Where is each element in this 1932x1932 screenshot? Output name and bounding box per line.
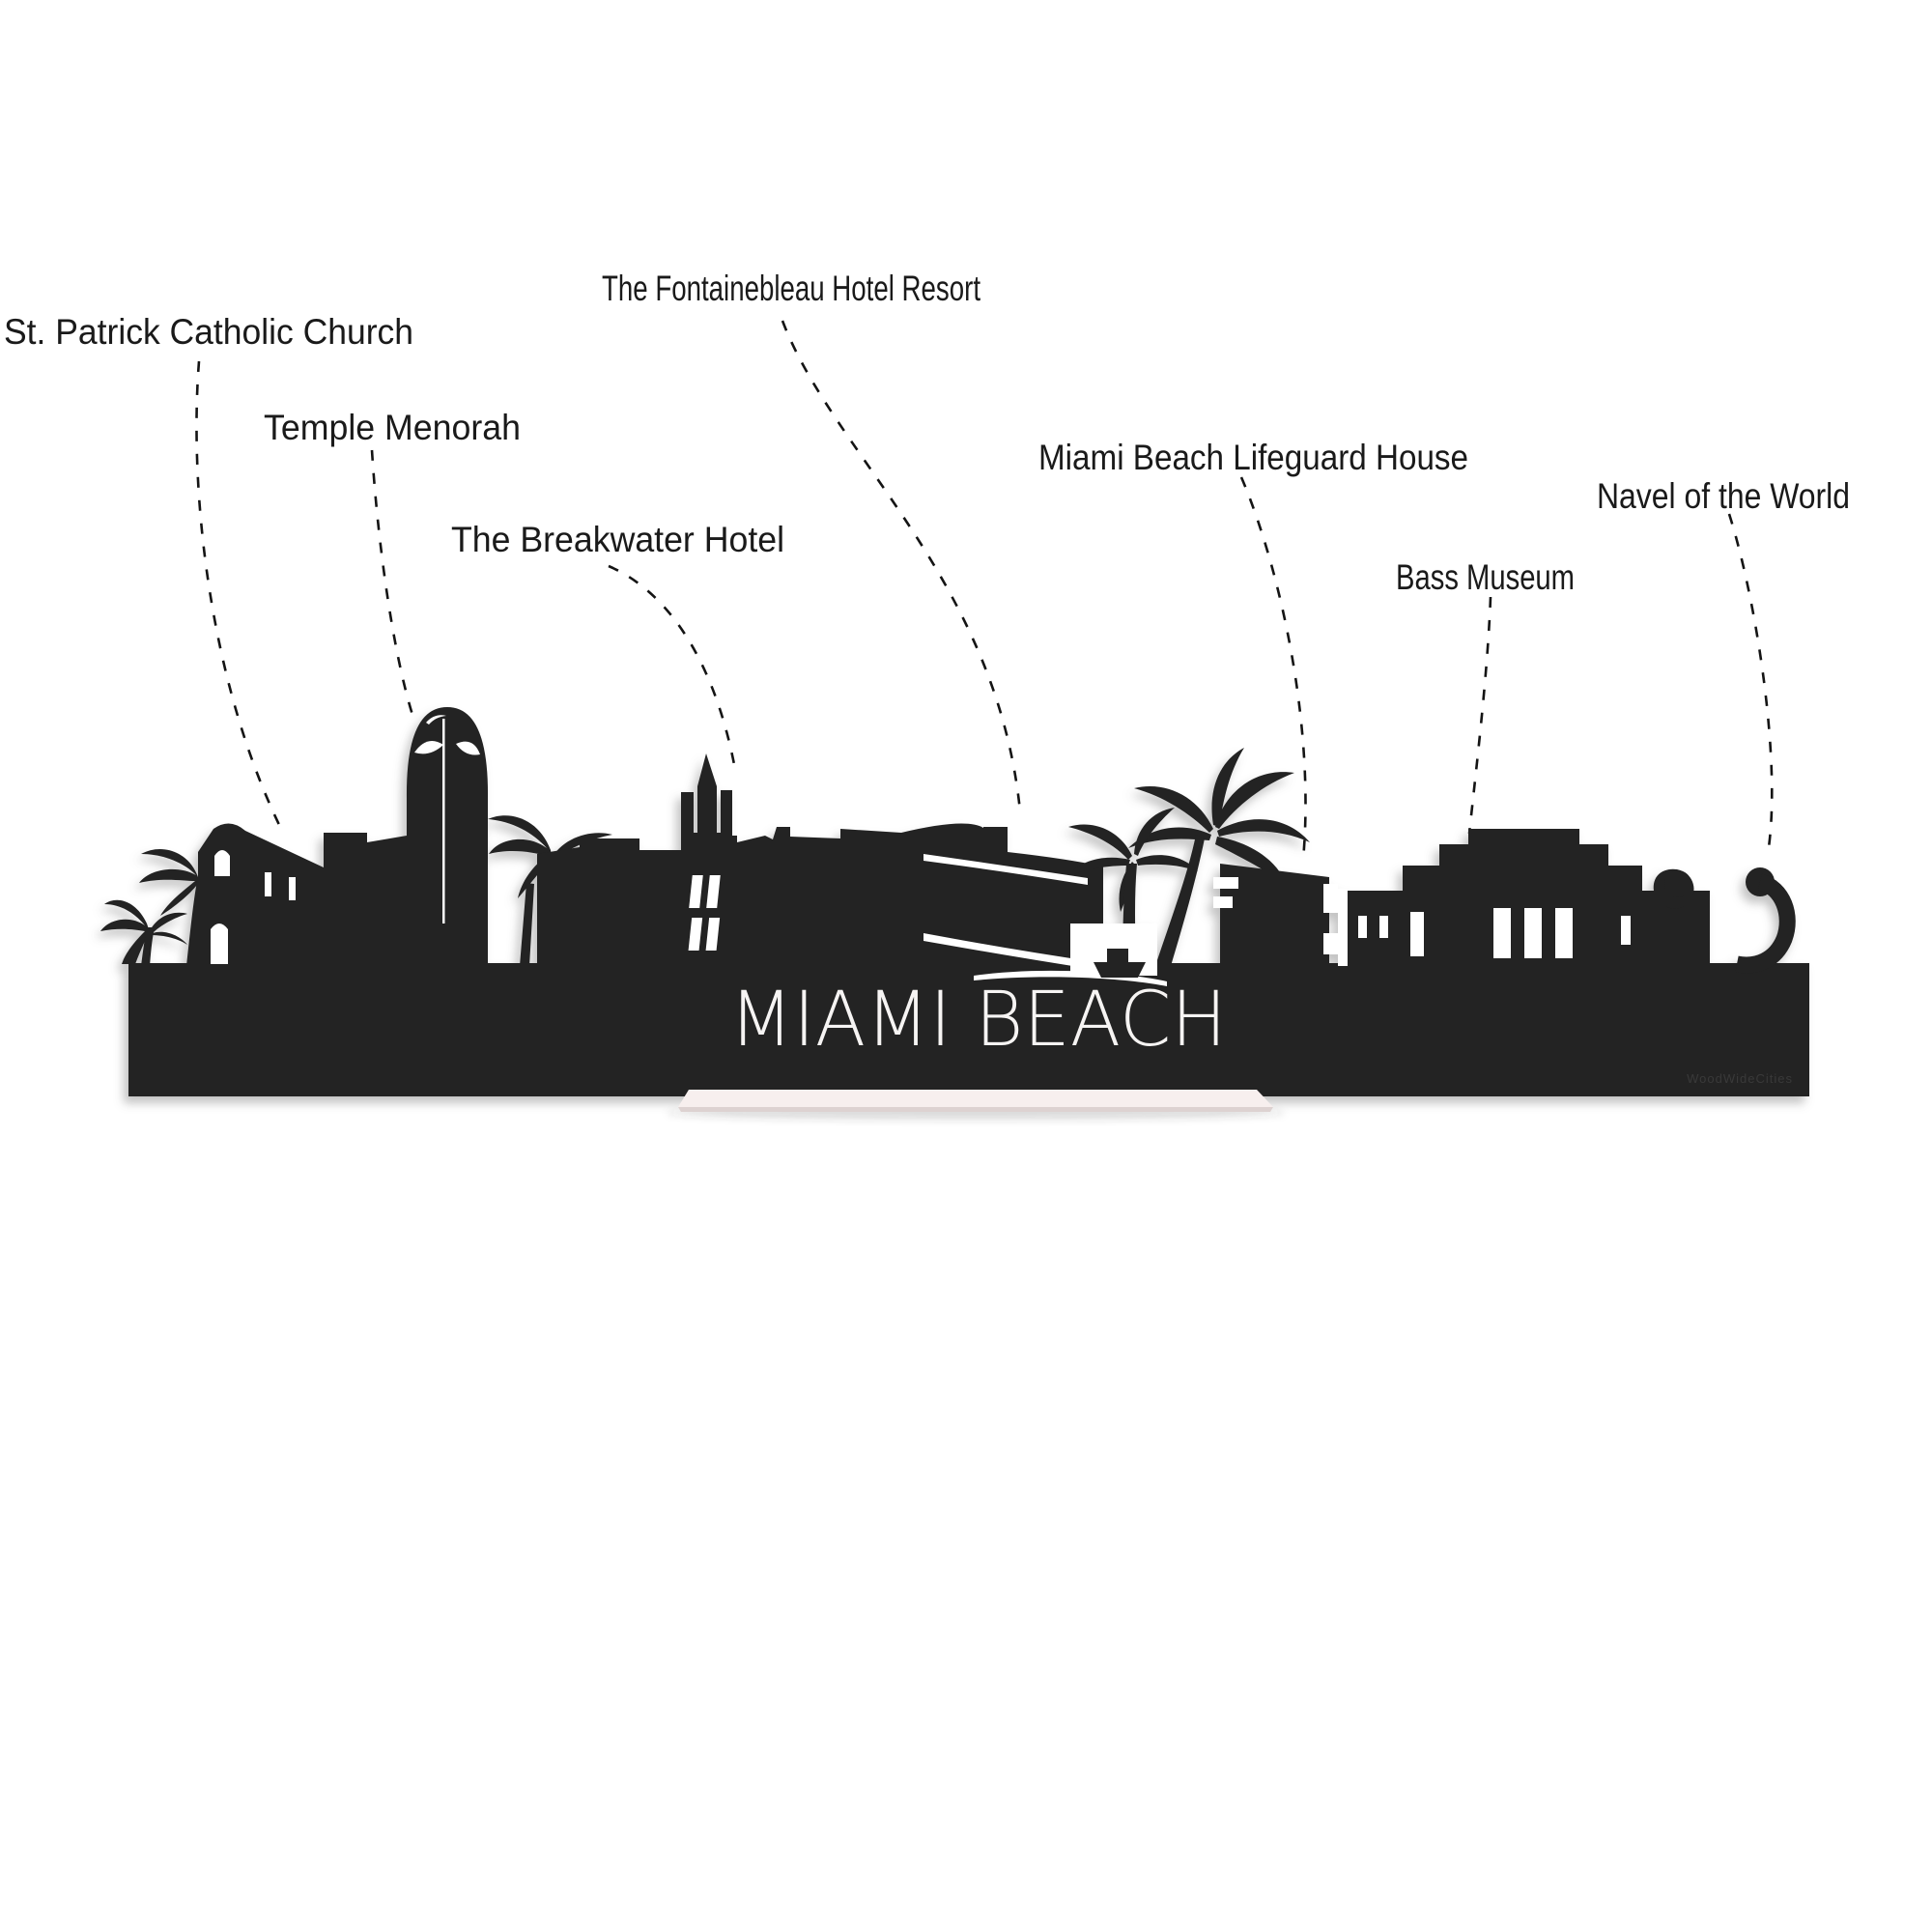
mid-building-row xyxy=(737,827,901,966)
lifeguard-notch-1 xyxy=(1323,884,1338,913)
watermark: WoodWideCities xyxy=(1687,1071,1793,1086)
mid-left-building xyxy=(537,838,682,966)
leader-line-temple-menorah xyxy=(372,450,412,715)
museum-side-slit-left xyxy=(1410,912,1424,956)
label-st-patrick-catholic-church: St. Patrick Catholic Church xyxy=(4,312,413,352)
temple-menorah-shape xyxy=(407,707,488,966)
museum-column-gap-2 xyxy=(1524,908,1542,958)
display-stand xyxy=(678,1090,1273,1112)
lifeguard-notch-2 xyxy=(1323,933,1340,954)
skyline-title: MIAMI BEACH xyxy=(729,977,1227,1064)
menorah-hairline xyxy=(442,719,445,923)
museum-column-gap-3 xyxy=(1555,908,1573,958)
f-cutout-upper xyxy=(1213,877,1238,889)
leader-line-lifeguard xyxy=(1241,477,1306,860)
church-arch-window xyxy=(214,850,230,876)
leader-line-navel xyxy=(1729,514,1772,854)
wall-slit-2 xyxy=(1379,916,1388,938)
label-breakwater-hotel: The Breakwater Hotel xyxy=(451,520,784,559)
museum-column-gap-1 xyxy=(1493,908,1511,958)
label-miami-beach-lifeguard-house: Miami Beach Lifeguard House xyxy=(1038,438,1468,477)
stand-top xyxy=(678,1090,1273,1107)
museum-side-slit-right xyxy=(1621,916,1631,945)
wall-slit-1 xyxy=(1358,916,1367,938)
stand-edge xyxy=(678,1107,1273,1112)
right-palm-a-trunk xyxy=(1155,835,1205,966)
church-slit-window-2 xyxy=(289,877,296,900)
leader-line-bass-museum xyxy=(1469,597,1491,834)
f-cutout-lower xyxy=(1213,896,1233,908)
label-bass-museum: Bass Museum xyxy=(1396,557,1575,597)
label-fontainebleau-hotel-resort: The Fontainebleau Hotel Resort xyxy=(602,269,981,308)
leader-line-fontainebleau xyxy=(782,321,1020,811)
label-navel-of-the-world: Navel of the World xyxy=(1597,476,1850,516)
church-slit-window-1 xyxy=(265,872,271,896)
skyline-silhouette xyxy=(100,707,1809,1096)
leader-line-breakwater xyxy=(609,566,736,775)
building-gap xyxy=(1338,889,1348,966)
church-arch-door xyxy=(211,923,228,964)
scroll-hook-ball xyxy=(1664,870,1691,897)
label-temple-menorah: Temple Menorah xyxy=(264,408,521,447)
